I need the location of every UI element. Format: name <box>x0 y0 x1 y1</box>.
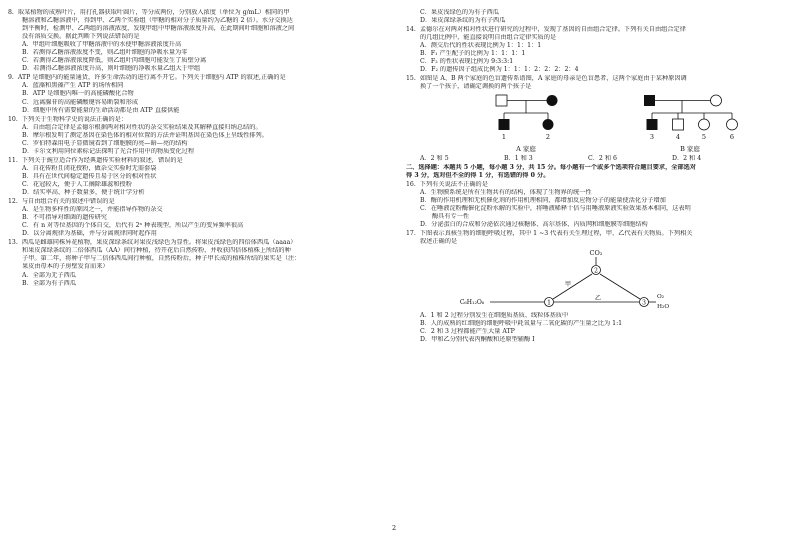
question-stem-line <box>406 238 786 246</box>
answer-option: B．具有在世代间稳定遗传且易于区分的相对性状 <box>22 172 157 180</box>
question-number: 16. <box>406 180 416 188</box>
answer-option: D．2 和 4 <box>672 155 702 163</box>
arrow-line <box>553 274 592 299</box>
question-stem-text: 下图表示真核生物的细胞呼吸过程，其中 1 ~3 代表有关生理过程，甲、乙代表有关物质。下列相关 <box>419 229 693 237</box>
question-stem-text: 子甲。第二年，将种子甲与二倍体西瓜间行种植，自然传粉后，种子甲长成的植株所结的果实是（注： <box>22 255 301 263</box>
answer-option: A．全部为无子西瓜 <box>22 271 76 279</box>
section-heading-line: 得 3 分，选对但不全的得 1 分，有选错的得 0 分。 <box>406 171 550 179</box>
process-node-label: 2 <box>594 267 598 275</box>
process-node-label: 3 <box>642 299 646 307</box>
question-stem-text: 与自由组合有关的叙述中错误的是 <box>21 198 115 206</box>
question-stem-line <box>8 116 388 124</box>
question-number: 17. <box>406 229 416 237</box>
answer-option: A．2 和 5 <box>420 155 449 163</box>
male-affected-symbol <box>647 119 658 130</box>
answer-option: A．是生物多样性的原因之一，并能指导作物的杂交 <box>22 206 163 214</box>
answer-option: B．若测得乙糖溶液浓度不变，则乙组叶细胞的净吸水量为零 <box>22 49 188 57</box>
section-heading-line: 二、选择题：本题共 5 小题，每小题 3 分，共 15 分。每小题有一个或多个选项符合题目要求，全部选对 <box>406 163 697 171</box>
question-stem-text: 果皮由母本的子房壁发育而来） <box>22 263 109 271</box>
answer-option: C．花冠较大，便于人工摘除雄蕊和授粉 <box>22 180 132 188</box>
question-number: 15. <box>406 75 416 83</box>
question-10 <box>8 116 388 156</box>
family-a-label: A 家庭 <box>516 145 536 154</box>
male-unaffected-symbol <box>496 95 507 106</box>
answer-option: C．若测得乙糖溶液浓度降低，则乙组叶肉细胞可能发生了质壁分离 <box>22 57 207 65</box>
question-stem-line <box>8 25 388 33</box>
male-affected-symbol <box>644 95 655 106</box>
answer-option: B．全部为有子西瓜 <box>22 279 77 287</box>
question-stem-text: 和果皮深绿条纹的二倍体西瓜（AA）间行种植，待开花后自然传粉，并收获四倍体植株上所结的种 <box>22 247 291 255</box>
question-number: 10. <box>8 115 18 123</box>
answer-option: D．果皮深绿条纹的为有子西瓜 <box>420 17 506 25</box>
question-stem-text: ATP 是细胞内的能量通货，许多生命活动的进行离不开它。下列关于细胞内 ATP 的叙述,正确的是 <box>17 74 286 82</box>
answer-option: C．有 n 对等位基因的个体自交，后代有 2ⁿ 种表现型，所以产生的变异频率很高 <box>22 222 244 230</box>
male-affected-symbol <box>499 119 510 130</box>
answer-option: A．生物膜系统是所有生物共有的结构，体现了生物界的统一性 <box>420 188 592 196</box>
answer-option: B．摩尔根发明了测定基因在染色体的相对位置的方法并证明基因在染色体上呈线性排列。 <box>22 131 268 139</box>
answer-option: D．卡尔文利用同位素标记法探明了光合作用中的物质变化过程 <box>22 147 195 155</box>
child-number-label: 4 <box>675 133 681 142</box>
question-stem-line <box>8 263 388 271</box>
question-stem-line <box>406 83 786 91</box>
question-stem-text: 下列关于豌豆适合作为经典遗传实验材料的叙述，错误的是 <box>21 156 183 164</box>
question-stem-text: 下列有关说法不正确的是 <box>419 180 488 188</box>
answer-option: A．测交后代的性状表现比例为 1：1：1：1 <box>420 42 542 50</box>
answer-option: A．1 和 2 过程分别发生在细胞质基质、线粒体基质中 <box>420 311 569 319</box>
question-stem-line <box>8 157 388 165</box>
question-stem-line <box>8 247 388 255</box>
answer-option: D．细胞中所有需要能量的生命活动都是由 ATP 直接供能 <box>22 106 180 114</box>
o2-label: O₂ <box>657 293 665 300</box>
question-stem-text: 如图是 A、B 两个家庭的色盲遗传系谱图，A 家庭的母亲是色盲患者，这两个家庭由于某种原因调 <box>419 75 687 83</box>
answer-option: B．F₁ 产生配子的比例为 1：1：1：1 <box>420 50 526 58</box>
h2o-label: H₂O <box>657 303 670 310</box>
page-number: 2 <box>392 524 397 532</box>
answer-option: C．远离腺苷的高能磷酸键容易断裂和形成 <box>22 98 139 106</box>
question-stem-text: 的几组比例中，能直接说明自由组合定律实质的是 <box>420 34 557 42</box>
question-stem-text: 换了一个孩子，请确定调换的两个孩子是 <box>420 83 532 91</box>
family-b-label: B 家庭 <box>680 145 700 154</box>
female-affected-symbol <box>543 119 554 130</box>
question-stem-text: 西瓜是雌雄同株异花植物，果皮深绿条纹对果皮浅绿色为显性。将果皮浅绿色的四倍体西瓜（aaaa） <box>21 239 297 247</box>
answer-option: D．分泌蛋白的合成和分泌依次通过核糖体、高尔基体、内质网和细胞膜等细胞结构 <box>420 220 648 228</box>
child-number-label: 1 <box>501 133 507 142</box>
question-stem-text: 到平衡时，检测甲、乙两组的溶液浓度，发现甲组中甲糖溶液浓度升高，在此期间叶细胞和溶液之间 <box>22 25 295 33</box>
question-stem-text: 孟德尔在对两对相对性状进行研究的过程中，发现了基因的自由组合定律。下列有关自由组合定律 <box>419 26 686 34</box>
answer-option: D．以分离规律为基础，并与分离规律同时起作用 <box>22 230 157 238</box>
child-number-label: 2 <box>545 133 551 142</box>
answer-option: A．蓝藻和黑藻产生 ATP 的场所相同 <box>22 82 124 90</box>
answer-option: B．不可指导对细菌的遗传研究 <box>22 214 107 222</box>
child-number-label: 6 <box>729 133 735 142</box>
answer-option: A．甲组叶细胞吸收了甲糖溶液中的水使甲糖溶液浓度升高 <box>22 41 182 49</box>
question-15 <box>406 75 786 91</box>
question-stem-line <box>8 17 388 25</box>
question-17 <box>406 230 786 246</box>
question-stem-line <box>8 255 388 263</box>
question-16 <box>406 181 786 229</box>
question-stem-line <box>8 239 388 247</box>
question-stem-line <box>406 230 786 238</box>
question-stem-text: 没有溶质交换。据此判断下列说法错误的是 <box>22 33 140 41</box>
question-9 <box>8 74 388 114</box>
answer-option: B．人的成熟的红细胞的细胞呼吸中耗氧量与二氧化碳的产生量之比为 1:1 <box>420 320 623 328</box>
answer-option: A．自花传粉且闭花授粉，做杂交实验时无需套袋 <box>22 164 157 172</box>
answer-option: D．结实率高、种子数量多，便于统计学分析 <box>22 189 145 197</box>
answer-option: C．罗伯特森用电子显微镜看到了细胞膜的亮—暗—亮的结构 <box>22 139 188 147</box>
answer-option: A．自由组合定律是孟德尔根据两对相对性状的杂交实验结果及其解释直接归纳总结的。 <box>22 123 262 131</box>
female-unaffected-symbol <box>699 119 710 130</box>
female-unaffected-symbol <box>711 95 722 106</box>
question-stem-line <box>406 181 786 189</box>
question-number: 12. <box>8 198 18 206</box>
question-13-continued <box>406 9 786 25</box>
question-8 <box>8 9 388 73</box>
question-stem-line <box>8 198 388 206</box>
question-stem-text: 取某植物的成熟叶片，用打孔器获取叶圆片，等分成两份，分别放入浓度（单位为 g/mL）相同的甲 <box>17 9 290 16</box>
question-12 <box>8 198 388 238</box>
question-stem-line <box>406 75 786 83</box>
question-14 <box>406 26 786 74</box>
female-unaffected-symbol <box>727 119 738 130</box>
answer-option: B．ATP 是细胞内唯一的高能磷酸化合物 <box>22 90 134 98</box>
question-11 <box>8 157 388 197</box>
question-number: 9. <box>8 74 14 82</box>
question-stem-text: 糖溶液和乙糖溶液中，得到甲、乙两个实验组（甲糖的相对分子质量约为乙糖的 2 倍）。水分交换达 <box>22 17 293 25</box>
answer-option: D．F₂ 的遗传因子组成比例为 1：1：1：2：2：2：2：4 <box>420 66 579 74</box>
child-number-label: 5 <box>701 133 707 142</box>
question-stem-line <box>406 26 786 34</box>
question-13 <box>8 239 388 287</box>
left-column <box>8 8 388 288</box>
answer-option: C．2 和 3 过程都能产生大量 ATP <box>420 328 515 336</box>
answer-option: C．F₂ 的性状表现比例为 9:3:3:1 <box>420 58 514 66</box>
answer-option-continued: 酶具有专一性 <box>432 212 470 220</box>
question-stem-line <box>406 34 786 42</box>
yi-label: 乙 <box>594 294 602 302</box>
question-number: 13. <box>8 239 18 247</box>
child-number-label: 3 <box>649 133 655 142</box>
question-stem-text: 叙述正确的是 <box>420 237 458 245</box>
answer-option: C．2 和 6 <box>588 155 617 163</box>
process-node-label: 1 <box>547 299 551 307</box>
glucose-label: C₆H₁₂O₆ <box>459 298 485 306</box>
question-stem-line <box>8 33 388 41</box>
question-number: 8. <box>8 9 14 16</box>
answer-option: D．若测得乙糖溶液浓度升高，则叶细胞的净吸水量乙组大于甲组 <box>22 65 201 73</box>
question-stem-line <box>8 74 388 82</box>
question-stem-line <box>8 9 388 17</box>
pedigree-figure <box>476 91 776 155</box>
male-unaffected-symbol <box>673 119 684 130</box>
female-affected-symbol <box>547 95 558 106</box>
arrow-line <box>600 274 640 299</box>
question-number: 11. <box>8 156 18 164</box>
answer-option: C．在唾液淀粉酶催化淀粉水解的实验中，将唾液稀释十倍与用唾液原液实验效果基本相同，这表明 <box>420 204 691 212</box>
question-number: 14. <box>406 26 416 34</box>
answer-option: B．酶的作用机理和无机催化剂的作用机理相同，都增加反应物分子的能量使活化分子增加 <box>420 196 666 204</box>
answer-option: C．果皮浅绿色的为有子西瓜 <box>420 9 499 16</box>
answer-option: B．1 和 3 <box>504 155 533 163</box>
right-column <box>406 8 786 344</box>
respiration-diagram <box>456 246 756 312</box>
answer-option: D．甲和乙分别代表丙酮酸和还原型辅酶 I <box>420 336 535 344</box>
jia-label: 甲 <box>564 280 572 288</box>
question-stem-text: 下列关于生物科学史的说法正确的是： <box>21 115 128 123</box>
answer-options-row <box>406 155 786 163</box>
co2-label: CO₂ <box>589 248 603 257</box>
